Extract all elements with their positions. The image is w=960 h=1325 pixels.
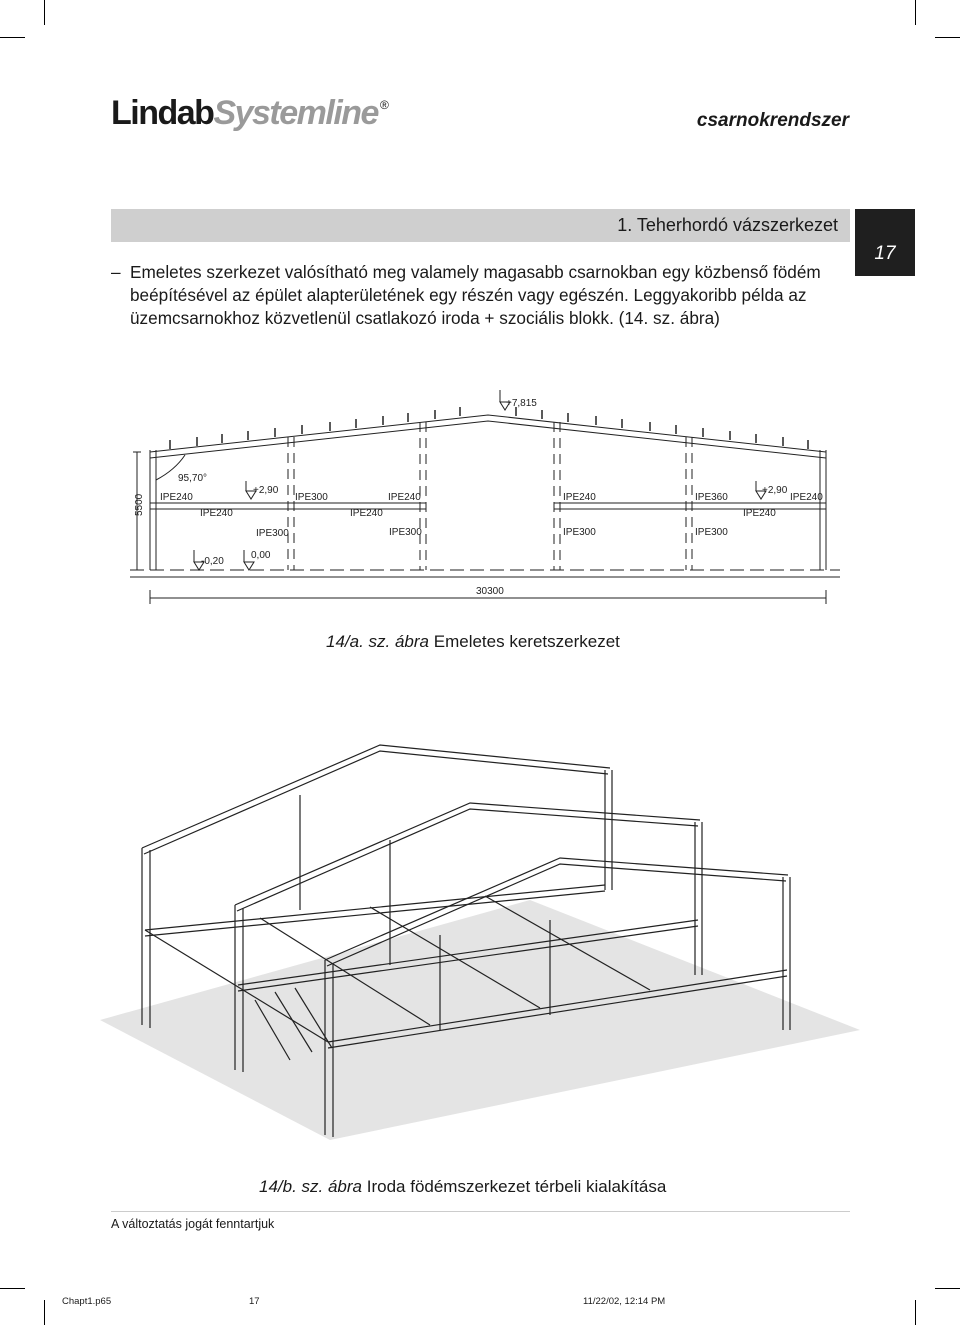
member-label: IPE240 bbox=[743, 508, 776, 519]
member-label: IPE240 bbox=[790, 492, 823, 503]
member-label: IPE300 bbox=[256, 528, 289, 539]
list-dash: – bbox=[111, 262, 121, 282]
member-label: IPE300 bbox=[695, 527, 728, 538]
member-label: IPE240 bbox=[200, 508, 233, 519]
product-name: csarnokrendszer bbox=[696, 110, 849, 131]
slug-page: 17 bbox=[249, 1296, 260, 1307]
member-label: IPE360 bbox=[695, 492, 728, 503]
member-label: IPE300 bbox=[563, 527, 596, 538]
slug-date: 11/22/02, 12:14 PM bbox=[583, 1296, 666, 1307]
brand-logo: LindabSystemline ® bbox=[111, 94, 388, 132]
frame-elevation-drawing bbox=[0, 0, 960, 620]
ground-level: 0,00 bbox=[251, 550, 271, 561]
ridge-level: +7,815 bbox=[506, 398, 537, 409]
base-level: -0,20 bbox=[201, 556, 224, 567]
footer-rule bbox=[111, 1211, 850, 1212]
figure-b-caption: 14/b. sz. ábra Iroda födémszerkezet térbeli kialakítása bbox=[259, 1177, 667, 1196]
section-title: 1. Teherhordó vázszerkezet bbox=[617, 215, 838, 235]
member-label: IPE240 bbox=[160, 492, 193, 503]
span-dimension: 30300 bbox=[476, 586, 504, 597]
figure-a-caption: 14/a. sz. ábra Emeletes keretszerkezet bbox=[326, 632, 620, 651]
member-label: IPE300 bbox=[295, 492, 328, 503]
isometric-frame-drawing bbox=[100, 730, 860, 1170]
member-label: IPE300 bbox=[389, 527, 422, 538]
slug-file: Chapt1.p65 bbox=[62, 1296, 112, 1307]
footer-note: A változtatás jogát fenntartjuk bbox=[111, 1217, 275, 1231]
roof-angle: 95,70° bbox=[178, 473, 208, 484]
member-label: IPE240 bbox=[388, 492, 421, 503]
member-label: IPE240 bbox=[563, 492, 596, 503]
floor-level-left: +2,90 bbox=[253, 485, 279, 496]
paragraph-text: Emeletes szerkezet valósítható meg valamely magasabb csarnokban egy közbenső födém beépítésével az épület alapterületének egy részén vagy egészén. Leggyakoribb példa az üzemcsarnokhoz közvetlenül csatlakozó iroda + szociális blokk. (14. sz. ábra) bbox=[130, 262, 821, 328]
height-dimension: 5500 bbox=[134, 493, 145, 516]
page-number-tab: 17 bbox=[855, 209, 915, 276]
floor-level-right: +2,90 bbox=[762, 485, 788, 496]
member-label: IPE240 bbox=[350, 508, 383, 519]
